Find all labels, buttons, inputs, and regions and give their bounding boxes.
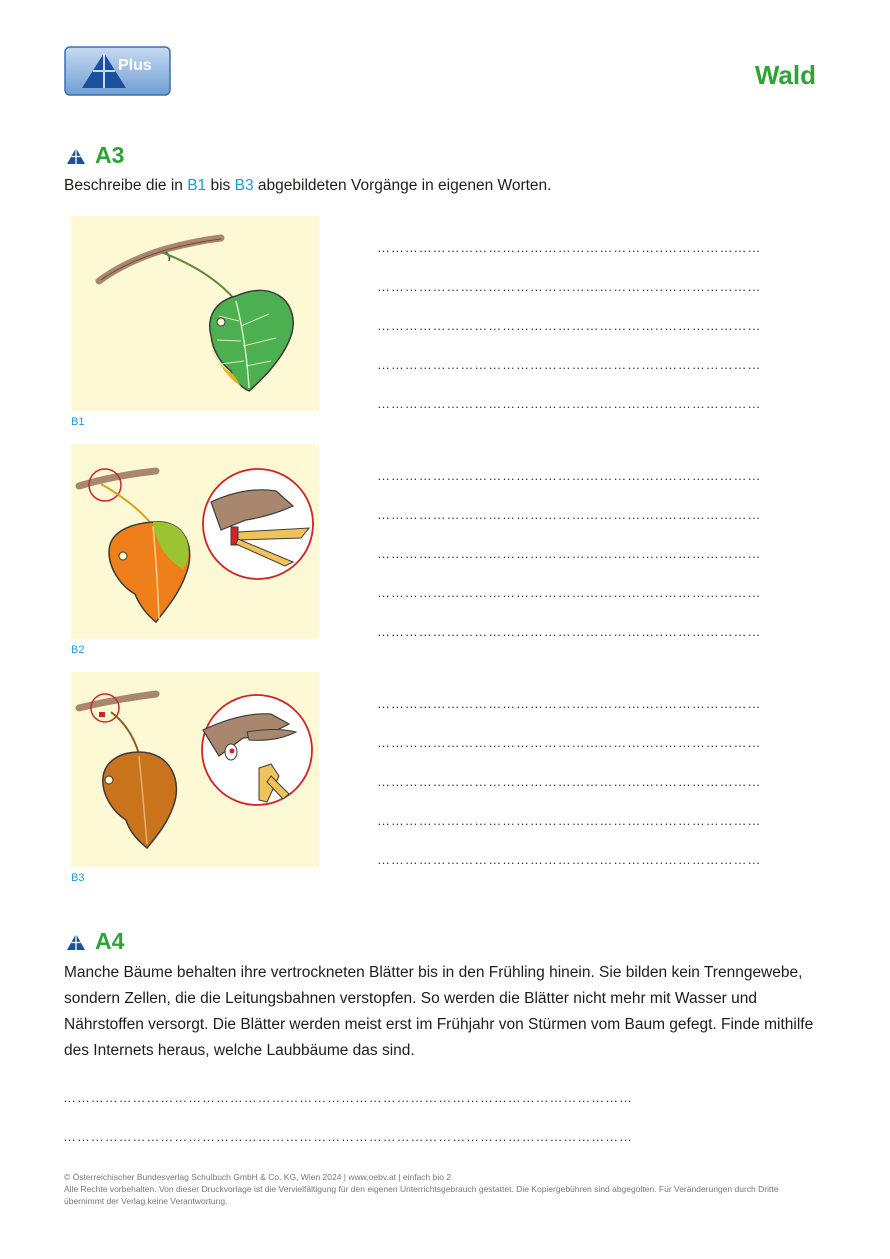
answer-line[interactable]: ……………………………………………………..………………… bbox=[377, 696, 762, 711]
figure-b1 bbox=[71, 216, 319, 411]
task-a4-text: Manche Bäume behalten ihre vertrockneten Blätter bis in den Frühling hinein. Sie bilden kein Trenngewebe, sondern Zellen, die die Leitungsbahnen verstopfen. So werden die Blätter nicht mehr mit Wasser und Nährstoffen versorgt. Die Blätter werden meist erst im Frühjahr von Stürmen vom Baum gefegt. Finde mithilfe des Internets heraus, welche Laubbäume das sind. bbox=[64, 964, 814, 1059]
answer-line[interactable]: ……………………………………………………..………………… bbox=[377, 318, 762, 333]
plus-logo bbox=[64, 46, 171, 96]
triangle-icon bbox=[66, 147, 86, 165]
figure-b1-label: B1 bbox=[71, 416, 85, 428]
triangle-icon bbox=[66, 933, 86, 951]
answer-line[interactable]: ……………………………………………………..………………… bbox=[377, 357, 762, 372]
green-leaf-on-branch-icon bbox=[71, 216, 319, 411]
task-a3-heading bbox=[66, 142, 124, 169]
answer-line[interactable]: ……………………………………………………..………………… bbox=[377, 852, 762, 867]
footer bbox=[64, 1171, 804, 1207]
task-a3-instruction: Beschreibe die in B1 bis B3 abgebildeten Vorgänge in eigenen Worten. bbox=[64, 177, 552, 194]
answer-line-wide[interactable]: …………………………………………………………………………………………………………… bbox=[63, 1129, 633, 1144]
figure-b3-label: B3 bbox=[71, 872, 85, 884]
answer-line[interactable]: ……………………………………………………..………………… bbox=[377, 240, 762, 255]
answer-line[interactable]: ……………………………………………………..………………… bbox=[377, 546, 762, 561]
answer-line[interactable]: ……………………………………………………..………………… bbox=[377, 279, 762, 294]
answer-line[interactable]: ……………………………………………………..………………… bbox=[377, 585, 762, 600]
answer-line[interactable]: ……………………………………………………..………………… bbox=[377, 774, 762, 789]
logo-text: Plus bbox=[118, 57, 152, 74]
figure-b2-label: B2 bbox=[71, 644, 85, 656]
brown-leaf-falling-icon bbox=[71, 672, 319, 867]
answer-line[interactable]: ……………………………………………………..………………… bbox=[377, 396, 762, 411]
figure-b3 bbox=[71, 672, 319, 867]
task-a4-label: A4 bbox=[95, 928, 125, 954]
ref-b1: B1 bbox=[187, 177, 207, 194]
autumn-leaf-separation-layer-icon bbox=[71, 444, 319, 639]
task-a4-heading bbox=[66, 928, 124, 955]
task-a3-label: A3 bbox=[95, 142, 125, 168]
answer-line[interactable]: ……………………………………………………..………………… bbox=[377, 735, 762, 750]
page-title: Wald bbox=[754, 60, 816, 90]
answer-line[interactable]: ……………………………………………………..………………… bbox=[377, 507, 762, 522]
answer-line[interactable]: ……………………………………………………..………………… bbox=[377, 624, 762, 639]
figure-b2 bbox=[71, 444, 319, 639]
ref-b2: B3 bbox=[234, 177, 254, 194]
answer-line-wide[interactable]: …………………………………………………………………………………………………………… bbox=[63, 1090, 633, 1105]
footer-copyright: © Österreichischer Bundesverlag Schulbuch GmbH & Co. KG, Wien 2024 | www.oebv.at | einfach bio 2 bbox=[64, 1172, 452, 1182]
answer-line[interactable]: ……………………………………………………..………………… bbox=[377, 468, 762, 483]
answer-line[interactable]: ……………………………………………………..………………… bbox=[377, 813, 762, 828]
footer-rights: Alle Rechte vorbehalten. Von dieser Druckvorlage ist die Vervielfältigung für den eigenen Unterrichtsgebrauch gestattet. Die Kopiergebühren sind abgegolten. Für Veränderungen durch Dritte übernimmt der Verlag keine Verantwortung. bbox=[64, 1184, 779, 1206]
